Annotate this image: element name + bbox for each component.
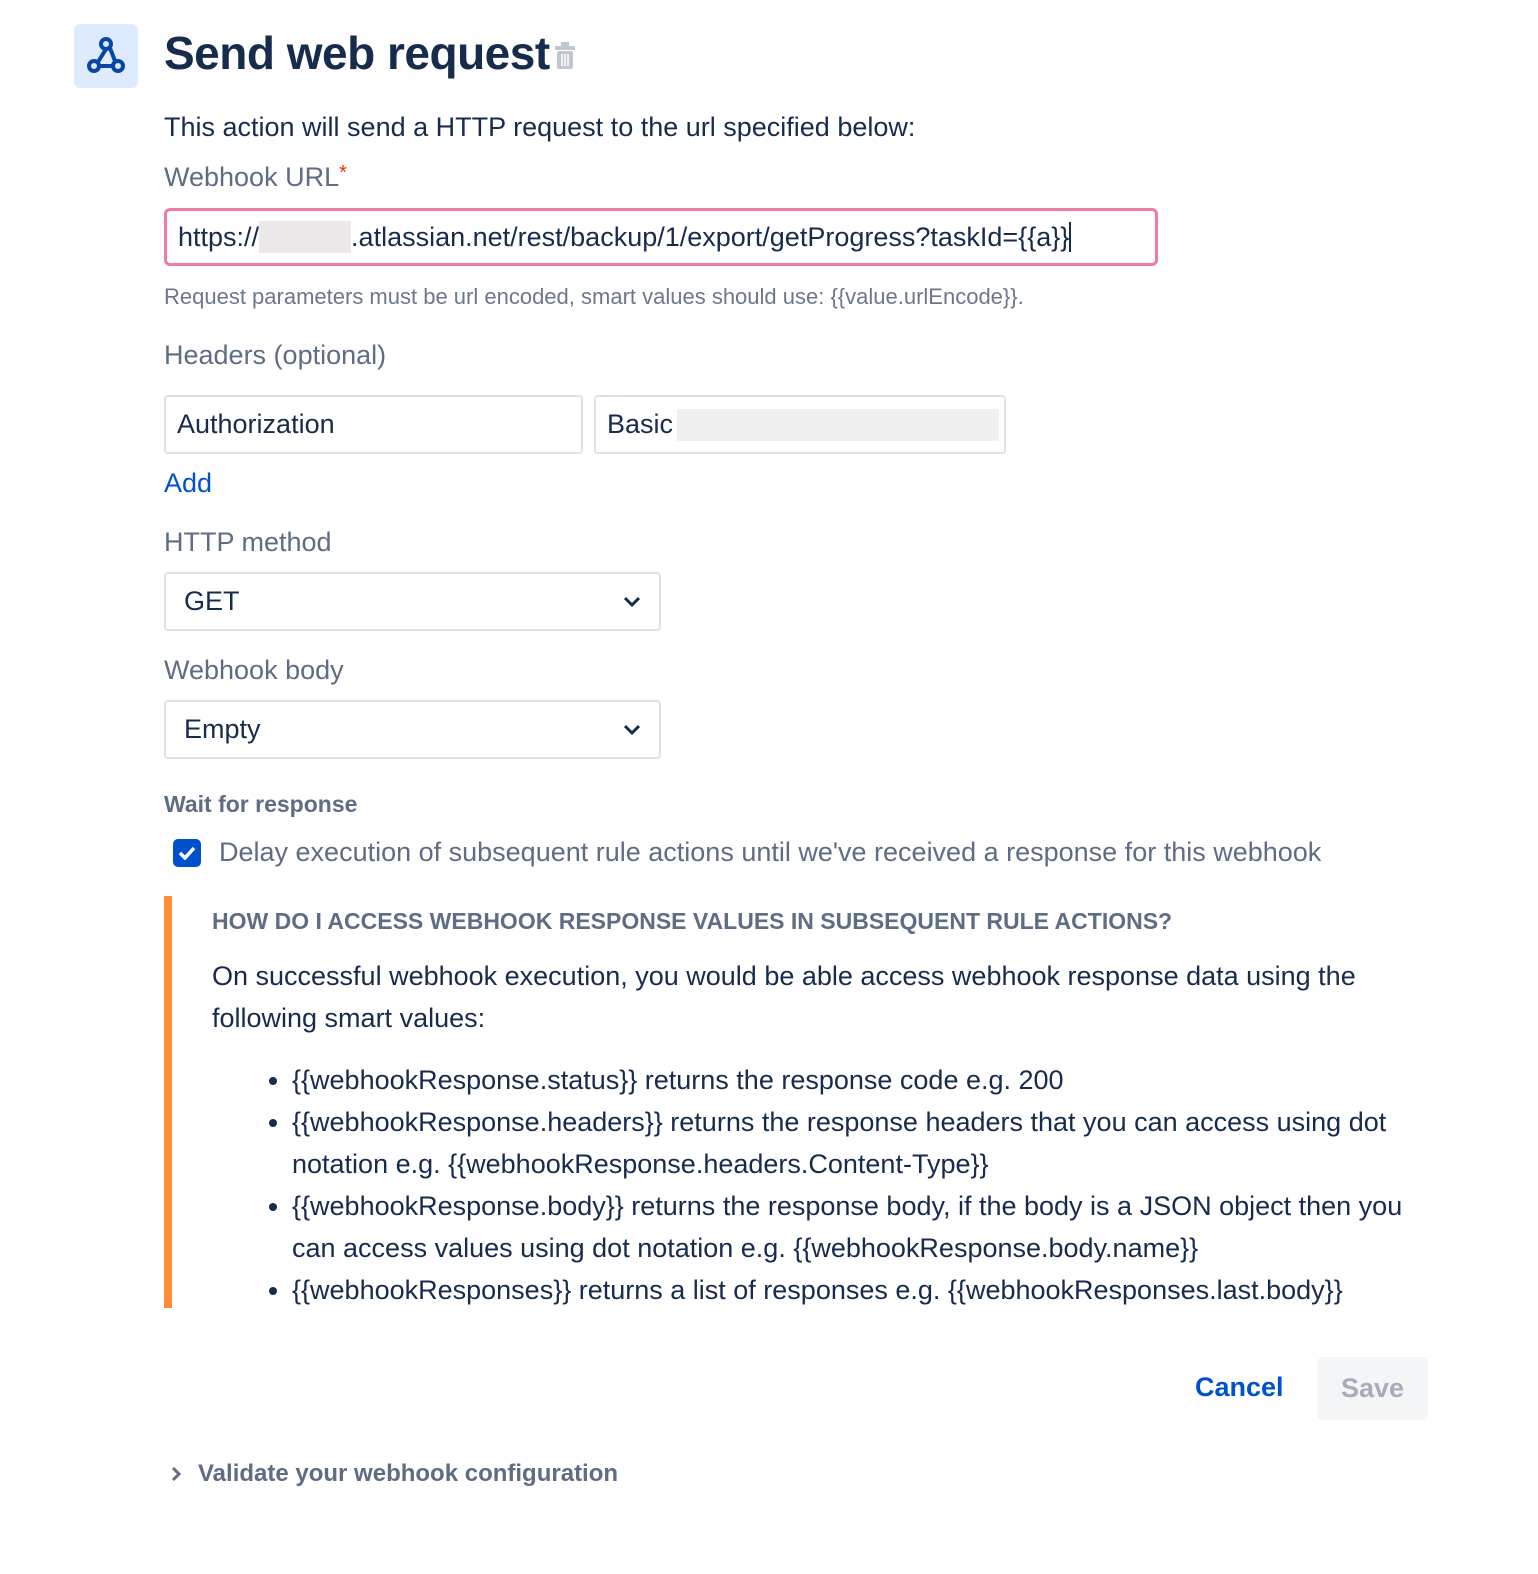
smart-values-list (212, 1059, 1444, 1311)
webhook-url-input[interactable] (164, 208, 1158, 266)
header-name-input[interactable] (164, 395, 583, 454)
list-item: • {{webhookResponses}} returns a list of responses e.g. {{webhookResponses.last.body}} (292, 1269, 1444, 1311)
chevron-right-icon (170, 1466, 182, 1482)
info-text: On successful webhook execution, you would be able access webhook response data using the following smart values: (212, 961, 1356, 1033)
http-method-select[interactable] (164, 572, 661, 631)
text-cursor (1069, 222, 1071, 252)
save-button[interactable]: Save (1317, 1357, 1428, 1420)
cancel-button[interactable]: Cancel (1195, 1372, 1284, 1402)
webhook-body-label: Webhook body (164, 655, 344, 685)
url-prefix: https:// (178, 221, 260, 252)
page-title: Send web request (164, 27, 550, 79)
redacted-block (259, 221, 351, 253)
selected-value: GET (184, 586, 240, 616)
chevron-down-icon (623, 596, 641, 608)
header-value-input[interactable] (594, 395, 1006, 454)
webhook-url-label (164, 162, 347, 193)
webhook-icon (74, 24, 138, 88)
webhook-body-select[interactable] (164, 700, 661, 759)
info-panel (164, 896, 1444, 1308)
label-text: Webhook URL (164, 162, 340, 192)
trash-icon[interactable] (554, 40, 576, 75)
list-item: • {{webhookResponse.status}} returns the response code e.g. 200 (292, 1059, 1444, 1101)
headers-label: Headers (optional) (164, 340, 387, 370)
url-suffix: .atlassian.net/rest/backup/1/export/getProgress?taskId={{a}} (351, 221, 1070, 252)
http-method-label: HTTP method (164, 527, 332, 557)
url-helper-text: Request parameters must be url encoded, smart values should use: {{value.urlEncode}}. (164, 284, 1024, 309)
selected-value: Empty (184, 714, 261, 744)
list-item: • {{webhookResponse.headers}} returns the response headers that you can access using dot notation e.g. {{webhookResponse.headers.Content-Type}} (292, 1101, 1444, 1185)
required-mark: * (339, 162, 347, 184)
check-icon (178, 846, 196, 860)
chevron-down-icon (623, 724, 641, 736)
header-value-text: Basic (607, 409, 674, 439)
delay-execution-checkbox[interactable] (173, 839, 201, 867)
info-heading: HOW DO I ACCESS WEBHOOK RESPONSE VALUES IN SUBSEQUENT RULE ACTIONS? (212, 908, 1173, 934)
header-name-value: Authorization (177, 409, 335, 439)
delay-execution-label[interactable]: Delay execution of subsequent rule actions until we've received a response for this webhook (219, 837, 1322, 867)
list-item: • {{webhookResponse.body}} returns the response body, if the body is a JSON object then you can access values using dot notation e.g. {{webhookResponse.body.name}} (292, 1185, 1444, 1269)
validate-label: Validate your webhook configuration (198, 1460, 619, 1487)
validate-config-toggle[interactable] (170, 1460, 618, 1488)
wait-for-response-label: Wait for response (164, 791, 358, 817)
redacted-block (677, 409, 999, 441)
add-header-link[interactable]: Add (164, 468, 213, 498)
description: This action will send a HTTP request to the url specified below: (164, 112, 916, 142)
